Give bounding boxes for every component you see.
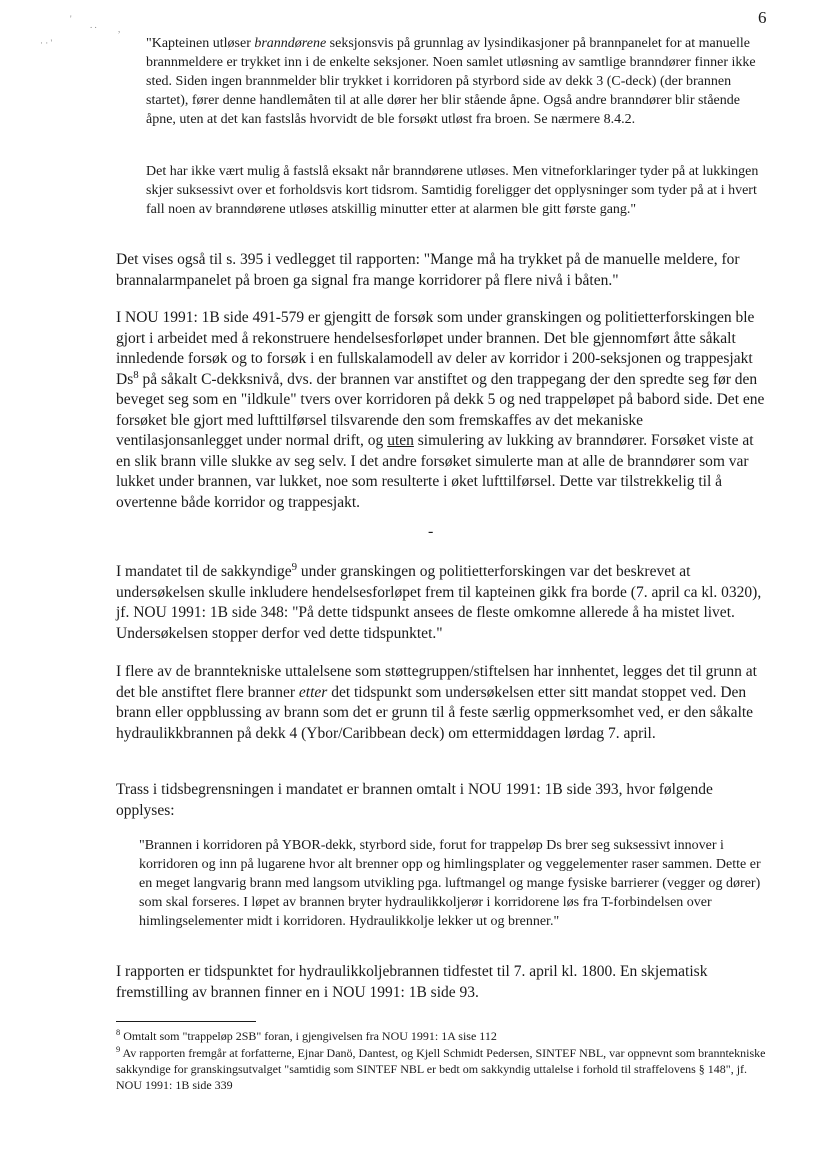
paragraph-vedlegg xyxy=(116,250,771,291)
paragraph-text: I flere av de branntekniske uttalelsene som støttegruppen/stiftelsen har innhentet, legges det til grunn at det ble anstiftet flere branner xyxy=(116,663,757,701)
underlined-word: uten xyxy=(387,432,414,449)
paragraph-text: I rapporten er tidspunktet for hydraulikkoljebrannen tidfestet til 7. april kl. 1800. En skjematisk fremstilling av brannen finner en i NOU 1991: 1B side 93. xyxy=(116,963,708,1001)
scan-speck: ' xyxy=(70,14,72,24)
quote-text: seksjonsvis på grunnlag av lysindikasjoner på brannpanelet for at manuelle brannmeldere er trykket inn i de enkelte seksjoner. Noen samlet utløsning av samtlige branndører finner ikke sted. Siden ingen brannmelder blir trykket i korridoren på styrbord side av dekk 3 (C-deck) (der brannen startet), fører denne handlemåten til at alle dører her blir stående åpne. Også andre branndører blir stående åpne, uten at det kan fastslås hvorvidt de ble forsøkt utløst fra broen. Se nærmere 8.4.2. xyxy=(146,36,756,127)
page-number: 6 xyxy=(758,8,767,27)
paragraph-text: I mandatet til de sakkyndige xyxy=(116,563,292,580)
footnote-ref-8[interactable]: 8 xyxy=(133,368,139,381)
footnote-text: Omtalt som "trappeløp 2SB" foran, i gjengivelsen fra NOU 1991: 1A sise 112 xyxy=(120,1029,497,1043)
paragraph-text: på såkalt C-dekksnivå, dvs. der brannen var anstiftet og den trappegang der den spredte seg før den beveget seg som en "ildkule" tvers over korridoren på dekk 5 og ned trappeløpet på babord side. Det ene forsøket ble gjort med lufttilførsel tilsvarende den som fremskaffes av det mekaniske ventilasjonsanlegget under normal drift, og xyxy=(116,370,765,449)
paragraph-text: Det vises også til s. 395 i vedlegget til rapporten: "Mange må ha trykket på de manuelle meldere, for brannalarmpanelet på broen ga signal fra mange korridorer på flere nivå i båten." xyxy=(116,251,740,289)
footnote-8 xyxy=(116,1028,771,1044)
scan-speck: . . xyxy=(90,20,97,30)
footnote-mark: 8 xyxy=(116,1028,121,1037)
paragraph-mandatet xyxy=(116,562,771,644)
section-separator: - xyxy=(428,523,434,540)
block-quote-ybor xyxy=(139,836,764,931)
emphasized-word: etter xyxy=(298,683,328,701)
paragraph-text: Trass i tidsbegrensningen i mandatet er brannen omtalt i NOU 1991: 1B side 393, hvor følgende opplyses: xyxy=(116,781,713,819)
quote-text: "Brannen i korridoren på YBOR-dekk, styrbord side, forut for trappeløp Ds brer seg suksessivt innover i korridoren og inn på lugarene hvor alt brenner opp og himlingsplater og veggelementer raser sammen. Dette er en meget langvarig brann med langsom utvikling pga. luftmangel og mange fysiske barrierer (vegger og dører) som skal forseres. I løpet av brannen bryter hydraulikkoljerør i korridorene løs fra T-forbindelsen over himlingselementer midt i korridoren. Hydraulikkolje lekker ut og brenner." xyxy=(139,838,761,929)
footnote-text: Av rapporten fremgår at forfatterne, Ejnar Danö, Dantest, og Kjell Schmidt Pedersen, SINTEF NBL, var oppnevnt som branntekniske sakkyndige for granskingsutvalget "samtidig som SINTEF NBL er bedt om sakkyndig uttalelse i forhold til straffelovens § 148", jf. NOU 1991: 1B side 339 xyxy=(116,1046,766,1092)
scan-speck: · · ' xyxy=(40,38,53,48)
paragraph-trass xyxy=(116,780,771,821)
paragraph-text: under granskingen og politietterforskingen var det beskrevet at undersøkelsen skulle inkludere hendelsesforløpet frem til kapteinen gikk fra borde (7. april ca kl. 0320), jf. NOU 1991: 1B side 348: "På dette tidspunkt ansees de fleste omkomne allerede å ha mistet livet. Undersøkelsen stopper derfor ved dette tidspunktet." xyxy=(116,563,762,642)
paragraph-text: simulering av lukking av branndører. Forsøket viste at en slik brann ville slukke av seg selv. I det andre forsøket simulerte man at alle de branndører som var lukket under brannen, var lukket, noe som resulterte i øket lufttilførsel. Dette var tilstrekkelig til å overtenne både korridor og trappesjakt. xyxy=(116,432,754,511)
footnote-ref-9[interactable]: 9 xyxy=(291,560,298,573)
footnote-mark: 9 xyxy=(116,1045,121,1054)
paragraph-text: det tidspunkt som undersøkelsen etter sitt mandat stoppet ved. Den brann eller oppblussing av brann som det er grunn til å feste særlig oppmerksomhet ved, er den såkalte hydraulikkbrannen på dekk 4 (Ybor/Caribbean deck) om ettermiddagen lørdag 7. april. xyxy=(116,683,754,742)
block-quote-kapteinen xyxy=(146,34,766,129)
scan-speck: , xyxy=(118,24,121,34)
paragraph-forsok xyxy=(116,308,771,513)
footnote-divider xyxy=(116,1021,256,1022)
paragraph-rapporten xyxy=(116,962,771,1003)
footnote-9 xyxy=(116,1045,771,1093)
paragraph-branntekniske xyxy=(116,662,771,744)
emphasized-term: branndørene xyxy=(254,36,327,51)
paragraph-text: I NOU 1991: 1B side 491-579 er gjengitt de forsøk som under granskingen og politietterforskingen ble gjort i arbeidet med å rekonstruere hendelsesforløpet under brannen. Det ble gjennomført åtte såkalt innledende forsøk og to forsøk i en fullskalamodell av deler av korridor i 200-seksjonen og trappesjakt Ds xyxy=(116,309,755,388)
quote-text: Det har ikke vært mulig å fastslå eksakt når branndørene utløses. Men vitneforklaringer tyder på at lukkingen skjer suksessivt over et forholdsvis kort tidsrom. Samtidig foreligger det opplysninger som tyder på at i hvert fall noen av branndørene utløses atskillig minutter etter at alarmen ble gitt første gang." xyxy=(146,164,759,217)
block-quote-branndorer xyxy=(146,162,766,219)
quote-text: "Kapteinen utløser xyxy=(146,36,255,51)
